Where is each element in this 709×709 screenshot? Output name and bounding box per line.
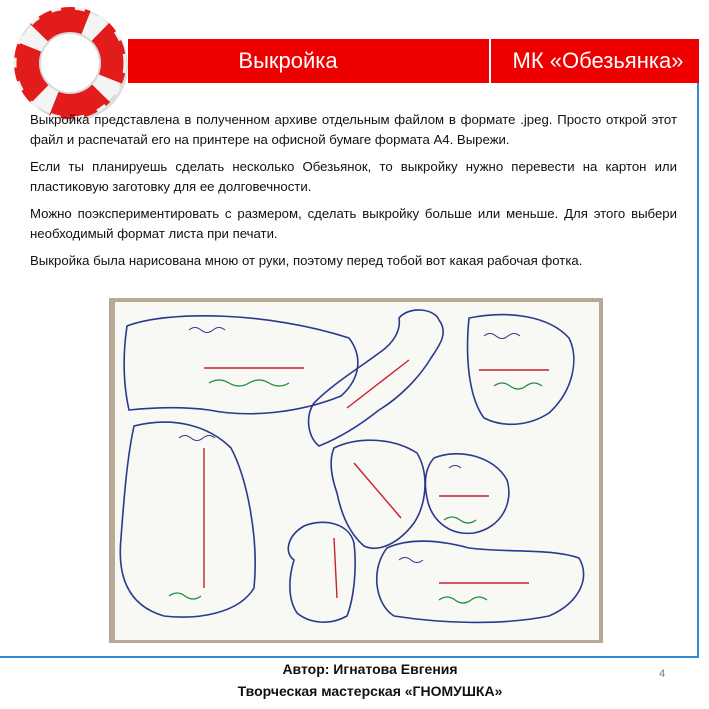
studio-line: Творческая мастерская «ГНОМУШКА» — [237, 683, 503, 699]
paragraph-3: Можно поэкспериментировать с размером, сделать выкройку больше или меньше. Для этого выбери необходимый формат листа при печати. — [30, 206, 677, 241]
pattern-photo — [109, 298, 603, 643]
body-text — [30, 110, 677, 278]
lifebuoy-logo — [10, 3, 130, 123]
footer — [200, 658, 540, 702]
course-title: МК «Обезьянка» — [512, 48, 684, 73]
paragraph-1: Выкройка представлена в полученном архиве отдельным файлом в формате .jpeg. Просто открой этот файл и распечатай его на принтере на офисной бумаге формата А4. Вырежи. — [30, 112, 677, 147]
paragraph-2: Если ты планируешь сделать несколько Обезьянок, то выкройку нужно перевести на картон или пластиковую заготовку для ее долговечности. — [30, 159, 677, 194]
paragraph-4: Выкройка была нарисована мною от руки, поэтому перед тобой вот какая рабочая фотка. — [30, 253, 583, 268]
author-line: Автор: Игнатова Евгения — [282, 661, 458, 677]
page-number: 4 — [658, 668, 666, 680]
slide-title: Выкройка — [238, 48, 338, 73]
frame-right-line — [697, 83, 699, 658]
